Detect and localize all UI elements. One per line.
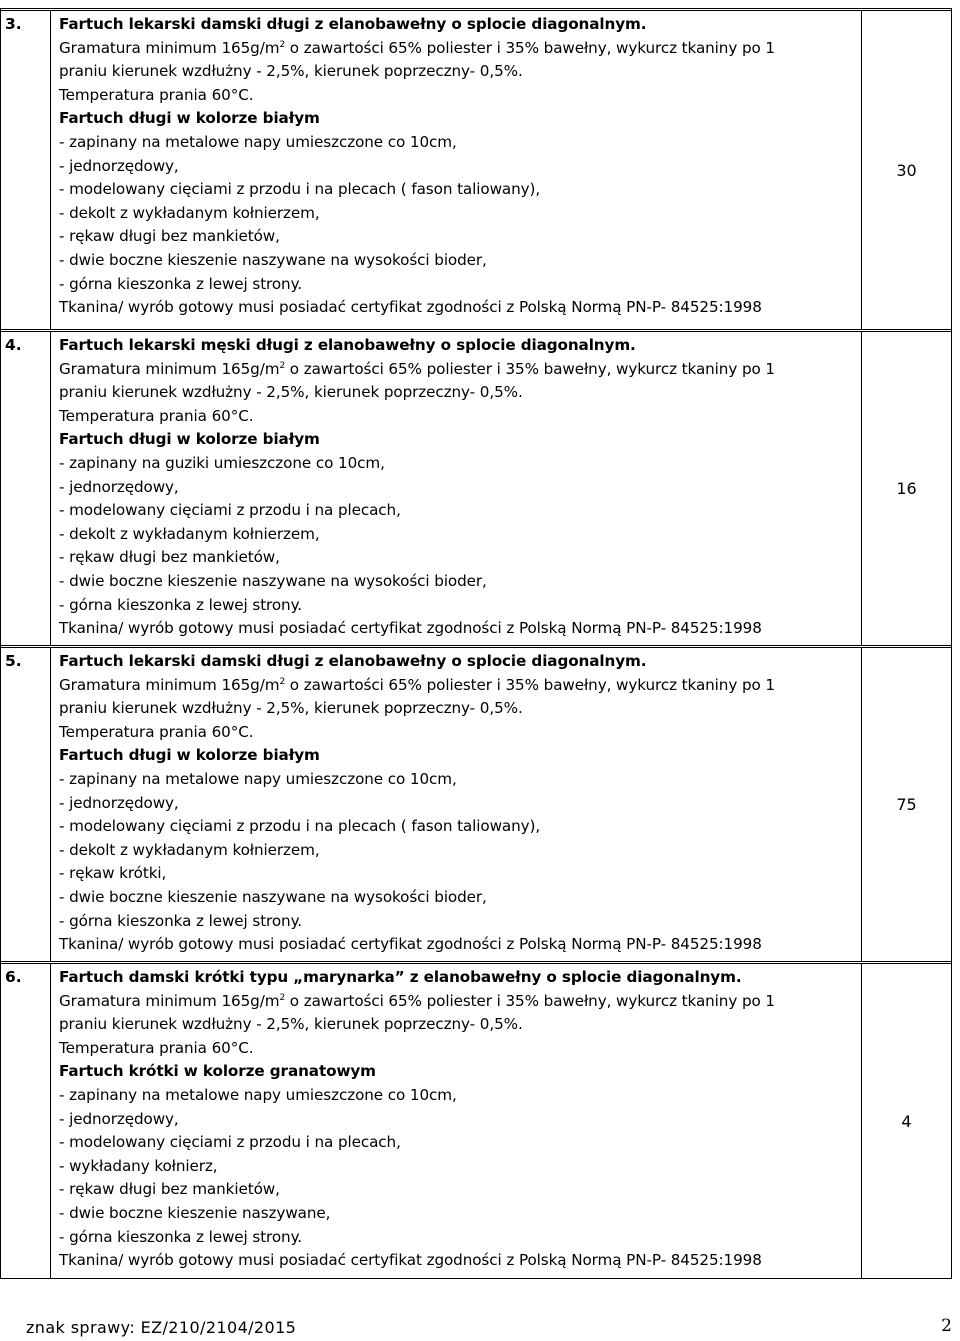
gramatura-sup: 2 xyxy=(279,360,286,371)
quantity-value: 75 xyxy=(896,795,917,814)
feature-line: - górna kieszonka z lewej strony. xyxy=(59,274,303,293)
feature-line: - rękaw krótki, xyxy=(59,864,167,883)
item-subtitle: Fartuch długi w kolorze białym xyxy=(59,746,320,765)
table-row xyxy=(1,961,951,1279)
feature-line: - modelowany cięciami z przodu i na plecach ( fason taliowany), xyxy=(59,817,541,836)
description-cell xyxy=(51,648,862,961)
feature-line: - zapinany na metalowe napy umieszczone co 10cm, xyxy=(59,769,457,788)
item-title: Fartuch lekarski damski długi z elanobawełny o splocie diagonalnym. xyxy=(59,652,647,670)
description-cell xyxy=(51,332,862,645)
number-cell xyxy=(1,11,51,329)
certificate-line: Tkanina/ wyrób gotowy musi posiadać certyfikat zgodności z Polską Normą PN-P- 84525:1998 xyxy=(59,935,762,954)
item-subtitle: Fartuch długi w kolorze białym xyxy=(59,109,320,128)
item-number: 3. xyxy=(5,15,22,33)
shrink-line: praniu kierunek wzdłużny - 2,5%, kierunek poprzeczny- 0,5%. xyxy=(59,699,523,718)
feature-line: - modelowany cięciami z przodu i na plecach, xyxy=(59,1133,401,1152)
feature-line: - wykładany kołnierz, xyxy=(59,1156,218,1175)
gramatura-rest: o zawartości 65% poliester i 35% bawełny, wykurcz tkaniny po 1 xyxy=(285,359,775,378)
shrink-line: praniu kierunek wzdłużny - 2,5%, kierunek poprzeczny- 0,5%. xyxy=(59,62,523,81)
feature-line: - zapinany na guziki umieszczone co 10cm, xyxy=(59,453,385,472)
quantity-cell xyxy=(862,648,951,961)
temperature-line: Temperatura prania 60°C. xyxy=(59,1038,254,1057)
gramatura-rest: o zawartości 65% poliester i 35% bawełny, wykurcz tkaniny po 1 xyxy=(285,38,775,57)
feature-line: - zapinany na metalowe napy umieszczone co 10cm, xyxy=(59,1085,457,1104)
gramatura-sup: 2 xyxy=(279,992,286,1003)
number-cell xyxy=(1,964,51,1278)
feature-line: - jednorzędowy, xyxy=(59,156,179,175)
table-row xyxy=(1,8,951,329)
description-cell xyxy=(51,964,862,1278)
gramatura-line xyxy=(59,674,861,698)
feature-line: - jednorzędowy, xyxy=(59,793,179,812)
gramatura-text: Gramatura minimum 165g/m xyxy=(59,675,280,694)
quantity-cell xyxy=(862,11,951,329)
certificate-line: Tkanina/ wyrób gotowy musi posiadać certyfikat zgodności z Polską Normą PN-P- 84525:1998 xyxy=(59,1251,762,1270)
feature-line: - dekolt z wykładanym kołnierzem, xyxy=(59,524,320,543)
description-cell xyxy=(51,11,862,329)
case-number: znak sprawy: EZ/210/2104/2015 xyxy=(26,1318,297,1337)
gramatura-line xyxy=(59,358,861,382)
quantity-value: 30 xyxy=(896,160,917,180)
item-subtitle: Fartuch krótki w kolorze granatowym xyxy=(59,1062,376,1081)
shrink-line: praniu kierunek wzdłużny - 2,5%, kierunek poprzeczny- 0,5%. xyxy=(59,383,523,402)
feature-line: - dwie boczne kieszenie naszywane na wysokości bioder, xyxy=(59,250,487,269)
feature-line: - modelowany cięciami z przodu i na plecach, xyxy=(59,501,401,520)
temperature-line: Temperatura prania 60°C. xyxy=(59,722,254,741)
feature-line: - jednorzędowy, xyxy=(59,477,179,496)
feature-line: - rękaw długi bez mankietów, xyxy=(59,548,280,567)
item-number: 4. xyxy=(5,336,22,354)
table-row xyxy=(1,645,951,961)
temperature-line: Temperatura prania 60°C. xyxy=(59,406,254,425)
quantity-cell xyxy=(862,964,951,1278)
feature-line: - górna kieszonka z lewej strony. xyxy=(59,911,303,930)
feature-line: - rękaw długi bez mankietów, xyxy=(59,227,280,246)
gramatura-rest: o zawartości 65% poliester i 35% bawełny, wykurcz tkaniny po 1 xyxy=(285,991,775,1010)
gramatura-line xyxy=(59,37,861,61)
number-cell xyxy=(1,648,51,961)
gramatura-line xyxy=(59,990,861,1014)
item-number: 5. xyxy=(5,652,22,670)
page-number: 2 xyxy=(941,1316,952,1336)
feature-line: - jednorzędowy, xyxy=(59,1109,179,1128)
gramatura-text: Gramatura minimum 165g/m xyxy=(59,359,280,378)
gramatura-rest: o zawartości 65% poliester i 35% bawełny, wykurcz tkaniny po 1 xyxy=(285,675,775,694)
certificate-line: Tkanina/ wyrób gotowy musi posiadać certyfikat zgodności z Polską Normą PN-P- 84525:1998 xyxy=(59,619,762,638)
quantity-value: 16 xyxy=(896,479,917,498)
feature-line: - górna kieszonka z lewej strony. xyxy=(59,595,303,614)
gramatura-sup: 2 xyxy=(279,676,286,687)
gramatura-sup: 2 xyxy=(279,39,286,50)
gramatura-text: Gramatura minimum 165g/m xyxy=(59,991,280,1010)
feature-line: - zapinany na metalowe napy umieszczone co 10cm, xyxy=(59,132,457,151)
item-title: Fartuch damski krótki typu „marynarka” z elanobawełny o splocie diagonalnym. xyxy=(59,968,742,986)
feature-line: - dwie boczne kieszenie naszywane, xyxy=(59,1203,331,1222)
item-title: Fartuch lekarski męski długi z elanobawełny o splocie diagonalnym. xyxy=(59,336,636,354)
number-cell xyxy=(1,332,51,645)
feature-line: - modelowany cięciami z przodu i na plecach ( fason taliowany), xyxy=(59,180,541,199)
quantity-cell xyxy=(862,332,951,645)
gramatura-text: Gramatura minimum 165g/m xyxy=(59,38,280,57)
temperature-line: Temperatura prania 60°C. xyxy=(59,85,254,104)
feature-line: - dekolt z wykładanym kołnierzem, xyxy=(59,203,320,222)
feature-line: - dwie boczne kieszenie naszywane na wysokości bioder, xyxy=(59,887,487,906)
table-row xyxy=(1,329,951,645)
feature-line: - rękaw długi bez mankietów, xyxy=(59,1180,280,1199)
certificate-line: Tkanina/ wyrób gotowy musi posiadać certyfikat zgodności z Polską Normą PN-P- 84525:1998 xyxy=(59,298,762,317)
quantity-value: 4 xyxy=(901,1111,912,1131)
item-number: 6. xyxy=(5,968,22,986)
feature-line: - dekolt z wykładanym kołnierzem, xyxy=(59,840,320,859)
specification-table xyxy=(0,8,952,1279)
shrink-line: praniu kierunek wzdłużny - 2,5%, kierunek poprzeczny- 0,5%. xyxy=(59,1015,523,1034)
item-subtitle: Fartuch długi w kolorze białym xyxy=(59,430,320,449)
feature-line: - górna kieszonka z lewej strony. xyxy=(59,1227,303,1246)
item-title: Fartuch lekarski damski długi z elanobawełny o splocie diagonalnym. xyxy=(59,15,647,33)
feature-line: - dwie boczne kieszenie naszywane na wysokości bioder, xyxy=(59,571,487,590)
